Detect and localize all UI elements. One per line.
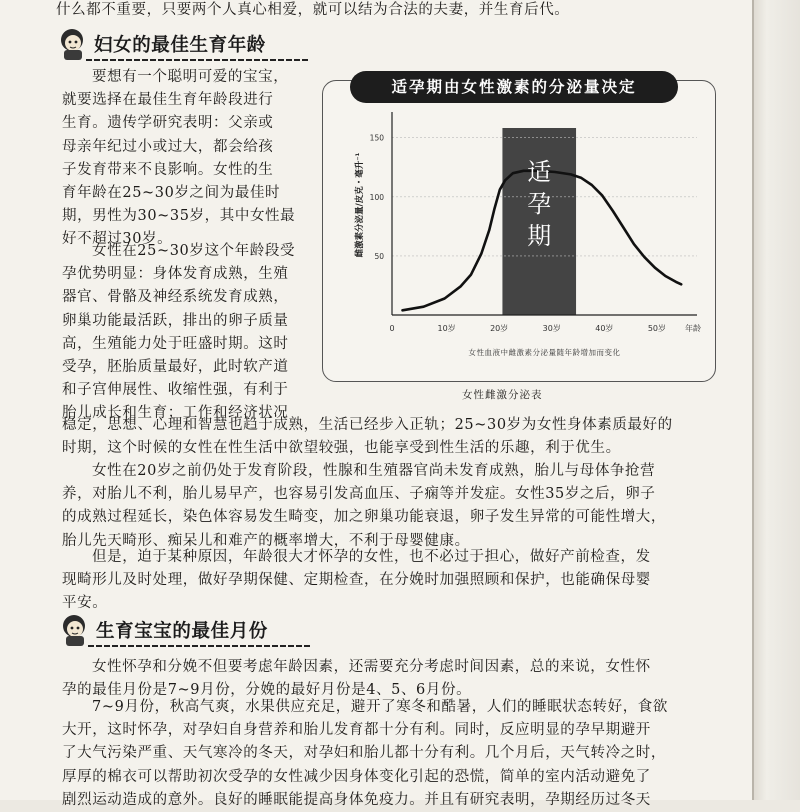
heading-underline	[88, 645, 310, 647]
text-line: 母亲年纪过小或过大，都会给孩	[62, 136, 273, 159]
text-line: 的成熟过程延长，染色体容易发生畸变，加之卵巢功能衰退，卵子发生异常的可能性增大，	[62, 506, 666, 529]
text-line: 养，对胎儿不利，胎儿易早产，也容易引发高血压、子痫等并发症。女性35岁之后，卵子	[62, 483, 655, 506]
text-line: 厚厚的棉衣可以帮助初次受孕的女性减少因身体变化引起的恐慌，简单的室内活动避免了	[62, 766, 651, 789]
mascot-icon	[60, 613, 90, 647]
y-tick-label: 100	[370, 193, 385, 202]
text-line: 好不超过30岁。	[62, 228, 172, 251]
text-line: 了大气污染严重、天气寒冷的冬天，对孕妇和胎儿都十分有利。几个月后，天气转冷之时，	[62, 742, 666, 765]
text-line: 女性怀孕和分娩不但要考虑年龄因素，还需要充分考虑时间因素，总的来说，女性怀	[92, 656, 651, 679]
text-line: 生育。遗传学研究表明：父亲或	[62, 112, 273, 135]
text-line: 平安。	[62, 592, 107, 615]
x-tick-label: 30岁	[543, 323, 561, 333]
heading-underline	[86, 59, 308, 61]
figure-caption: 女性雌激分泌表	[462, 387, 543, 402]
text-line: 要想有一个聪明可爱的宝宝，	[92, 66, 288, 89]
text-line: 剧烈运动造成的意外。良好的睡眠能提高身体免疫力。并且有研究表明，孕期经历过冬天	[62, 789, 651, 812]
x-tick-label: 50岁	[648, 323, 666, 333]
section-heading-1	[58, 25, 308, 63]
text-line: 7~9月份，秋高气爽，水果供应充足，避开了寒冬和酷暑，人们的睡眠状态转好，食欲	[92, 696, 668, 719]
y-tick-label: 150	[370, 134, 385, 143]
text-line: 现畸形儿及时处理，做好孕期保健、定期检查，在分娩时加强照顾和保护，也能确保母婴	[62, 569, 651, 592]
section-heading-2	[60, 611, 310, 649]
x-tick-label: 0	[389, 324, 394, 333]
x-tick-label: 20岁	[490, 323, 508, 333]
mascot-icon	[58, 27, 88, 61]
text-line: 受孕，胚胎质量最好，此时软产道	[62, 356, 289, 379]
text-line: 胎儿先天畸形、痴呆儿和难产的概率增大，不利于母婴健康。	[62, 530, 470, 553]
figure-title: 适孕期由女性激素的分泌量决定	[350, 71, 678, 103]
text-line: 器官、骨骼及神经系统发育成熟，	[62, 286, 289, 309]
chart-subtitle: 女性血液中雌激素分泌量随年龄增加而变化	[469, 347, 621, 357]
region-label-char: 期	[527, 222, 551, 250]
text-line: 稳定，思想、心理和智慧也趋于成熟，生活已经步入正轨；25~30岁为女性身体素质最好的	[62, 414, 673, 437]
section-heading-1-text: 妇女的最佳生育年龄	[94, 31, 266, 57]
text-line: 孕优势明显：身体发育成熟，生殖	[62, 263, 289, 286]
text-line: 女性在25~30岁这个年龄段受	[92, 240, 295, 263]
text-line: 胎儿成长和生育；工作和经济状况	[62, 402, 289, 425]
text-line: 大开，这时怀孕，对孕妇自身营养和胎儿发育都十分有利。同时，反应明显的孕早期避开	[62, 719, 651, 742]
text-line: 期，男性为30~35岁，其中女性最	[62, 205, 295, 228]
text-line: 卵巢功能最活跃，排出的卵子质量	[62, 310, 289, 333]
x-tick-label: 10岁	[437, 323, 455, 333]
text-line: 育年龄在25~30岁之间为最佳时	[62, 182, 280, 205]
text-line: 高，生殖能力处于旺盛时期。这时	[62, 333, 289, 356]
text-line: 但是，迫于某种原因，年龄很大才怀孕的女性，也不必过于担心，做好产前检查，发	[92, 546, 651, 569]
text-line: 女性在20岁之前仍处于发育阶段，性腺和生殖器官尚未发育成熟，胎儿与母体争抢营	[92, 460, 655, 483]
gutter-line	[752, 0, 754, 800]
book-gutter	[752, 0, 800, 800]
text-line: 子发育带来不良影响。女性的生	[62, 159, 273, 182]
section-heading-2-text: 生育宝宝的最佳月份	[96, 617, 268, 643]
x-axis-label: 年龄	[685, 323, 701, 333]
text-line: 就要选择在最佳生育年龄段进行	[62, 89, 273, 112]
estrogen-chart	[332, 108, 712, 370]
text-line: 时期，这个时候的女性在性生活中欲望较强，也能享受到性生活的乐趣，利于优生。	[62, 437, 621, 460]
region-label-char: 适	[527, 158, 551, 186]
y-axis-label: 雌激素分泌量/皮克・毫升⁻¹	[354, 152, 365, 258]
text-line: 孕的最佳月份是7~9月份，分娩的最好月份是4、5、6月份。	[62, 679, 471, 702]
text-line: 和子宫伸展性、收缩性强，有利于	[62, 379, 289, 402]
region-label-char: 孕	[527, 190, 551, 218]
x-tick-label: 40岁	[595, 323, 613, 333]
top-line: 什么都不重要，只要两个人真心相爱，就可以结为合法的夫妻，并生育后代。	[56, 0, 569, 22]
y-tick-label: 50	[374, 252, 384, 261]
